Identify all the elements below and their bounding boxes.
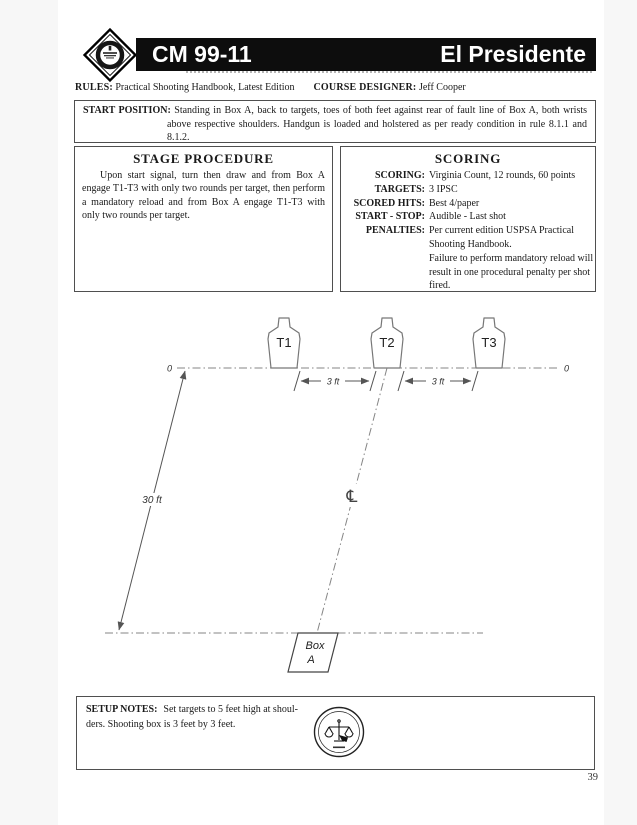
- dimension-3ft-left-label: 3 ft: [326, 376, 340, 387]
- stage-name: El Presidente: [440, 41, 586, 67]
- dimension-3ft-right-label: 3 ft: [431, 376, 445, 387]
- scoring-row-value: Per current edition USPSA Practical Shooting Handbook. Failure to perform mandatory reload will result in one procedural penalty per shot fired.: [429, 225, 594, 292]
- scoring-row-value: 3 IPSC: [429, 183, 458, 195]
- stage-procedure-text: Upon start signal, turn then draw and from Box A engage T1-T3 with only two rounds per target, then perform a mandatory reload and from Box A engage T1-T3 with only two rounds per target.: [82, 170, 325, 221]
- header-underline: [186, 71, 592, 73]
- centerline-symbol: ℄: [346, 487, 358, 507]
- target-line-zero-left: 0: [166, 363, 172, 374]
- page-number: 39: [587, 772, 598, 783]
- setup-notes-label: SETUP NOTES:: [86, 704, 158, 715]
- scales-emblem: [312, 705, 366, 759]
- scoring-title: SCORING: [434, 151, 502, 166]
- stage-diagram: [0, 300, 637, 690]
- start-position-label: START POSITION:: [83, 105, 171, 116]
- stage-procedure-box: [74, 146, 333, 292]
- shooter-box-label-line2: A: [307, 654, 315, 666]
- scoring-row-label: START - STOP:: [355, 211, 425, 223]
- setup-notes-text: SETUP NOTES: Set targets to 5 feet high at shoul- ders. Shooting box is 3 feet by 3 feet.: [86, 704, 298, 730]
- scoring-row: [341, 183, 595, 197]
- scoring-row-label: SCORING:: [374, 170, 425, 181]
- scoring-row-value: Audible - Last shot: [429, 211, 506, 223]
- rules-line: [75, 82, 595, 93]
- dimension-3ft-left: [294, 371, 376, 391]
- rules-value: Practical Shooting Handbook, Latest Edition: [115, 82, 295, 93]
- course-designer-value: Jeff Cooper: [418, 82, 466, 93]
- setup-notes-box: [76, 696, 595, 770]
- stage-code: CM 99-11: [152, 41, 252, 67]
- scoring-row-value: Virginia Count, 12 rounds, 60 points: [429, 170, 576, 181]
- stage-procedure-title: STAGE PROCEDURE: [133, 151, 274, 166]
- shooter-box-label-line1: Box: [305, 640, 325, 652]
- scoring-table: [341, 169, 595, 293]
- course-designer-label: COURSE DESIGNER:: [313, 82, 417, 93]
- shooter-box-a: [288, 633, 338, 672]
- scoring-row-label: SCORED HITS:: [353, 197, 425, 209]
- dimension-30ft-label: 30 ft: [142, 495, 162, 506]
- scoring-row: [341, 197, 595, 211]
- scoring-row: [341, 224, 595, 293]
- scoring-row-label: TARGETS:: [374, 183, 425, 195]
- scoring-box: [340, 146, 596, 292]
- centerline: [317, 368, 387, 633]
- rules-label: RULES:: [75, 82, 113, 93]
- scoring-row-label: PENALTIES:: [365, 225, 425, 237]
- scoring-row-value: Best 4/paper: [429, 197, 480, 209]
- target-label-t2: T2: [379, 335, 395, 350]
- uspsa-diamond-logo: [82, 27, 138, 83]
- emblem-micro-text: [333, 747, 345, 749]
- dimension-3ft-right: [398, 371, 478, 391]
- target-label-t3: T3: [481, 335, 497, 350]
- target-label-t1: T1: [276, 335, 292, 350]
- start-position-text: START POSITION: Standing in Box A, back to targets, toes of both feet against rear of fault line of Box A, both wrists above respective shoulders. Handgun is loaded and holstered as per ready condition in rule 8.1.1 and 8.1.2.: [83, 105, 588, 144]
- target-line-zero-right: 0: [564, 363, 570, 374]
- dimension-30ft: [119, 371, 185, 630]
- start-position-box: [74, 100, 596, 143]
- scoring-row: [341, 169, 595, 183]
- header-bar: [136, 38, 596, 71]
- scoring-row: [341, 210, 595, 224]
